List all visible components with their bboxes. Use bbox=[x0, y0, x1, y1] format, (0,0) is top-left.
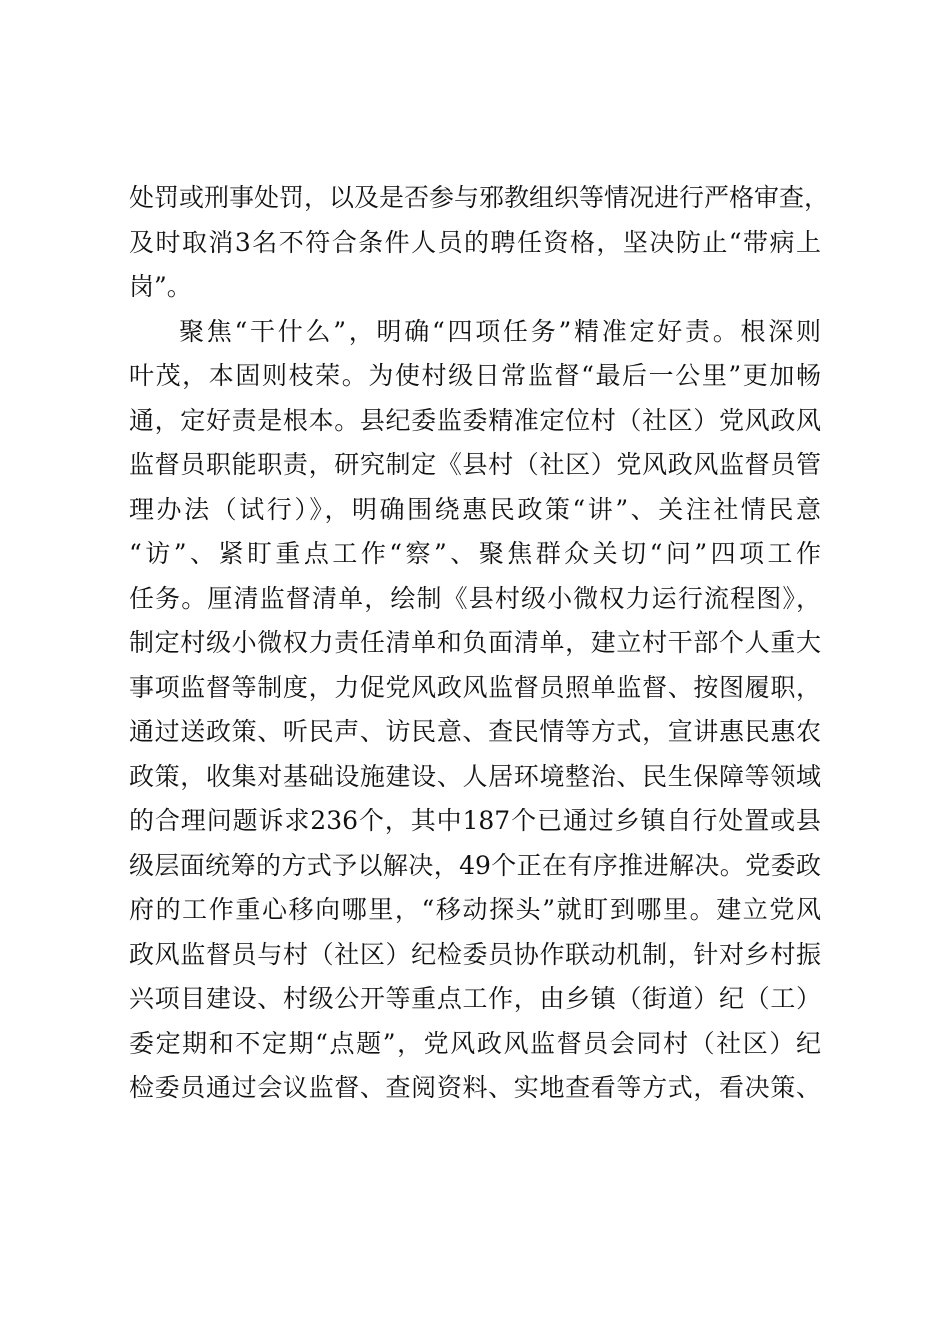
paragraph-first-line: 聚焦“干什么”，明确“四项任务”精准定好责。根深则 bbox=[179, 316, 821, 346]
text-line: 及时取消3名不符合条件人员的聘任资格，坚决防止“带病上 bbox=[129, 227, 821, 257]
text-line: “访”、紧盯重点工作“察”、聚焦群众关切“问”四项工作 bbox=[129, 539, 821, 568]
text-line: 政策，收集对基础设施建设、人居环境整治、民生保障等领域 bbox=[129, 761, 821, 791]
text-line: 监督员职能职责，研究制定《县村（社区）党风政风监督员管 bbox=[129, 450, 821, 479]
text-line: 级层面统筹的方式予以解决，49个正在有序推进解决。党委政 bbox=[129, 850, 821, 880]
text-line: 叶茂，本固则枝荣。为使村级日常监督“最后一公里”更加畅 bbox=[129, 361, 821, 390]
text-line: 理办法（试行）》，明确围绕惠民政策“讲”、关注社情民意 bbox=[129, 494, 821, 524]
text-line: 检委员通过会议监督、查阅资料、实地查看等方式，看决策、 bbox=[129, 1073, 821, 1102]
text-line: 委定期和不定期“点题”，党风政风监督员会同村（社区）纪 bbox=[129, 1028, 821, 1058]
text-line: 政风监督员与村（社区）纪检委员协作联动机制，针对乡村振 bbox=[129, 939, 821, 969]
text-line: 通过送政策、听民声、访民意、查民情等方式，宣讲惠民惠农 bbox=[129, 717, 821, 746]
text-line: 兴项目建设、村级公开等重点工作，由乡镇（街道）纪（工） bbox=[129, 984, 821, 1013]
text-line: 处罚或刑事处罚，以及是否参与邪教组织等情况进行严格审查， bbox=[129, 183, 830, 212]
body-text bbox=[129, 176, 830, 1111]
text-line: 府的工作重心移向哪里，“移动探头”就盯到哪里。建立党风 bbox=[129, 895, 821, 924]
text-line: 制定村级小微权力责任清单和负面清单，建立村干部个人重大 bbox=[129, 628, 821, 657]
text-line: 任务。厘清监督清单，绘制《县村级小微权力运行流程图》， bbox=[129, 583, 821, 613]
text-line: 岗”。 bbox=[129, 272, 192, 301]
text-line: 事项监督等制度，力促党风政风监督员照单监督、按图履职， bbox=[129, 672, 821, 702]
text-line: 通，定好责是根本。县纪委监委精准定位村（社区）党风政风 bbox=[129, 405, 821, 435]
text-line: 的合理问题诉求236个，其中187个已通过乡镇自行处置或县 bbox=[129, 806, 821, 835]
